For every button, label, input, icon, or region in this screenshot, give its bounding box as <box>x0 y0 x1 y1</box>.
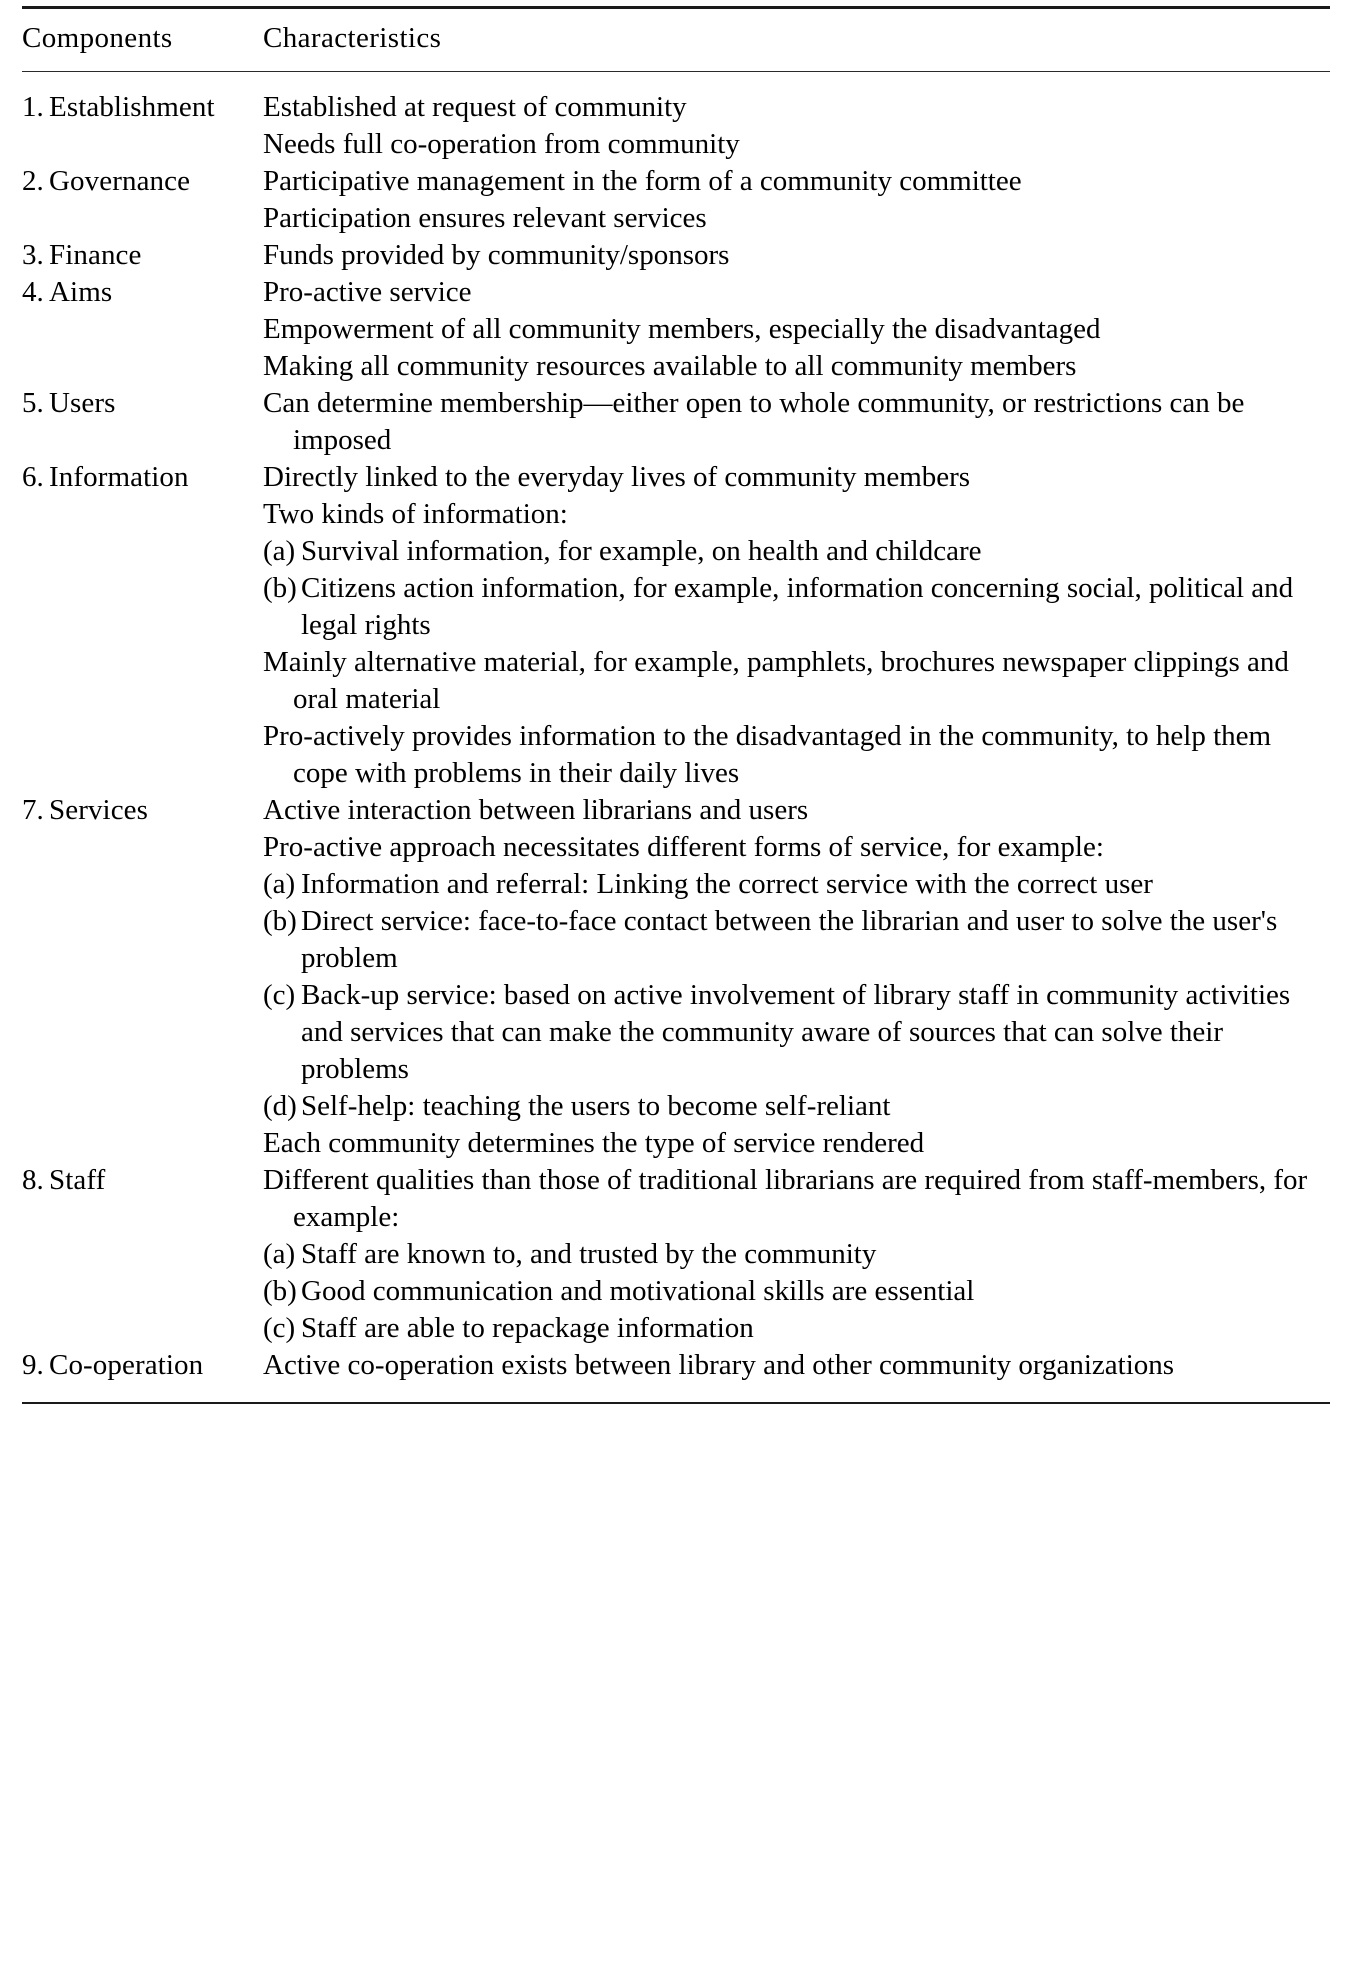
table-body <box>22 72 1330 1402</box>
component-name: Governance <box>49 164 191 197</box>
table-row <box>22 89 1330 163</box>
component-cell <box>22 792 263 829</box>
component-number: 1. <box>22 90 44 123</box>
header-cell-components <box>22 23 263 55</box>
component-cell <box>22 1347 263 1384</box>
characteristic-line: Funds provided by community/sponsors <box>263 238 730 271</box>
component-name: Information <box>49 460 189 493</box>
characteristic-line: Each community determines the type of service rendered <box>263 1126 925 1159</box>
component-name: Finance <box>49 238 142 271</box>
sub-item-text: Self-help: teaching the users to become self-reliant <box>301 1089 891 1122</box>
characteristic-line: Active co-operation exists between library and other community organizations <box>263 1348 1175 1381</box>
sub-item-marker: (d) <box>263 1089 297 1122</box>
sub-item-marker: (a) <box>263 534 296 567</box>
component-cell <box>22 459 263 496</box>
characteristics-cell <box>263 459 1330 792</box>
characteristic-sub-item <box>263 1273 1330 1310</box>
table-row <box>22 792 1330 1162</box>
characteristic-line: Can determine membership—either open to whole community, or restrictions can be imposed <box>263 386 1245 456</box>
characteristic-line: Pro-active service <box>263 275 472 308</box>
component-cell <box>22 1162 263 1199</box>
sub-item-marker: (b) <box>263 1274 297 1307</box>
table-bottom-rule <box>22 1402 1330 1404</box>
sub-item-text: Good communication and motivational skills are essential <box>301 1274 975 1307</box>
component-cell <box>22 274 263 311</box>
characteristic-line: Directly linked to the everyday lives of community members <box>263 460 971 493</box>
characteristic-line: Pro-active approach necessitates different forms of service, for example: <box>263 830 1104 863</box>
characteristic-sub-item <box>263 1088 1330 1125</box>
characteristics-cell <box>263 1347 1330 1384</box>
characteristics-cell <box>263 385 1330 459</box>
sub-item-text: Citizens action information, for example, information concerning social, political and legal rights <box>301 571 1294 641</box>
sub-item-marker: (c) <box>263 1311 296 1344</box>
component-number: 9. <box>22 1348 44 1381</box>
table-row <box>22 459 1330 792</box>
component-cell <box>22 163 263 200</box>
characteristic-line: Empowerment of all community members, especially the disadvantaged <box>263 312 1101 345</box>
component-name: Establishment <box>49 90 215 123</box>
component-number: 3. <box>22 238 44 271</box>
characteristic-sub-item <box>263 570 1330 644</box>
characteristic-line: Established at request of community <box>263 90 687 123</box>
component-number: 5. <box>22 386 44 419</box>
component-name: Services <box>49 793 149 826</box>
characteristics-cell <box>263 274 1330 385</box>
table-header-row <box>22 9 1330 71</box>
component-name: Users <box>49 386 116 419</box>
header-cell-characteristics <box>263 23 1330 55</box>
table-row <box>22 274 1330 385</box>
sub-item-text: Information and referral: Linking the correct service with the correct user <box>301 867 1153 900</box>
characteristic-sub-item <box>263 977 1330 1088</box>
sub-item-text: Direct service: face-to-face contact between the librarian and user to solve the user's problem <box>301 904 1278 974</box>
component-cell <box>22 237 263 274</box>
characteristics-cell <box>263 237 1330 274</box>
component-number: 6. <box>22 460 44 493</box>
characteristics-cell <box>263 1162 1330 1347</box>
characteristics-cell <box>263 792 1330 1162</box>
sub-item-text: Back-up service: based on active involvement of library staff in community activities and services that can make the community aware of sources that can solve their problems <box>301 978 1291 1085</box>
table-row <box>22 1162 1330 1347</box>
component-cell <box>22 89 263 126</box>
sub-item-marker: (c) <box>263 978 296 1011</box>
characteristic-sub-item <box>263 533 1330 570</box>
characteristics-cell <box>263 163 1330 237</box>
characteristic-line: Making all community resources available to all community members <box>263 349 1077 382</box>
characteristics-cell <box>263 89 1330 163</box>
characteristic-line: Participative management in the form of a community committee <box>263 164 1022 197</box>
component-name: Staff <box>49 1163 106 1196</box>
sub-item-text: Staff are known to, and trusted by the community <box>301 1237 877 1270</box>
characteristic-line: Mainly alternative material, for example, pamphlets, brochures newspaper clippings and oral material <box>263 645 1289 715</box>
sub-item-marker: (b) <box>263 571 297 604</box>
characteristic-line: Pro-actively provides information to the disadvantaged in the community, to help them cope with problems in their daily lives <box>263 719 1272 789</box>
characteristic-line: Different qualities than those of traditional librarians are required from staff-members, for example: <box>263 1163 1308 1233</box>
sub-item-text: Staff are able to repackage information <box>301 1311 754 1344</box>
component-number: 4. <box>22 275 44 308</box>
column-header-components: Components <box>22 22 173 54</box>
sub-item-marker: (a) <box>263 1237 296 1270</box>
sub-item-marker: (b) <box>263 904 297 937</box>
characteristic-sub-item <box>263 866 1330 903</box>
characteristic-sub-item <box>263 1236 1330 1273</box>
components-characteristics-table <box>22 6 1330 1404</box>
characteristic-sub-item <box>263 1310 1330 1347</box>
table-row <box>22 385 1330 459</box>
characteristic-line: Participation ensures relevant services <box>263 201 707 234</box>
characteristic-line: Needs full co-operation from community <box>263 127 740 160</box>
component-number: 2. <box>22 164 44 197</box>
sub-item-marker: (a) <box>263 867 296 900</box>
table-row <box>22 1347 1330 1384</box>
component-number: 7. <box>22 793 44 826</box>
component-cell <box>22 385 263 422</box>
sub-item-text: Survival information, for example, on health and childcare <box>301 534 982 567</box>
component-number: 8. <box>22 1163 44 1196</box>
characteristic-line: Active interaction between librarians and users <box>263 793 809 826</box>
characteristic-line: Two kinds of information: <box>263 497 568 530</box>
component-name: Co-operation <box>49 1348 204 1381</box>
column-header-characteristics: Characteristics <box>263 22 442 54</box>
characteristic-sub-item <box>263 903 1330 977</box>
component-name: Aims <box>49 275 113 308</box>
table-row <box>22 163 1330 237</box>
table-row <box>22 237 1330 274</box>
